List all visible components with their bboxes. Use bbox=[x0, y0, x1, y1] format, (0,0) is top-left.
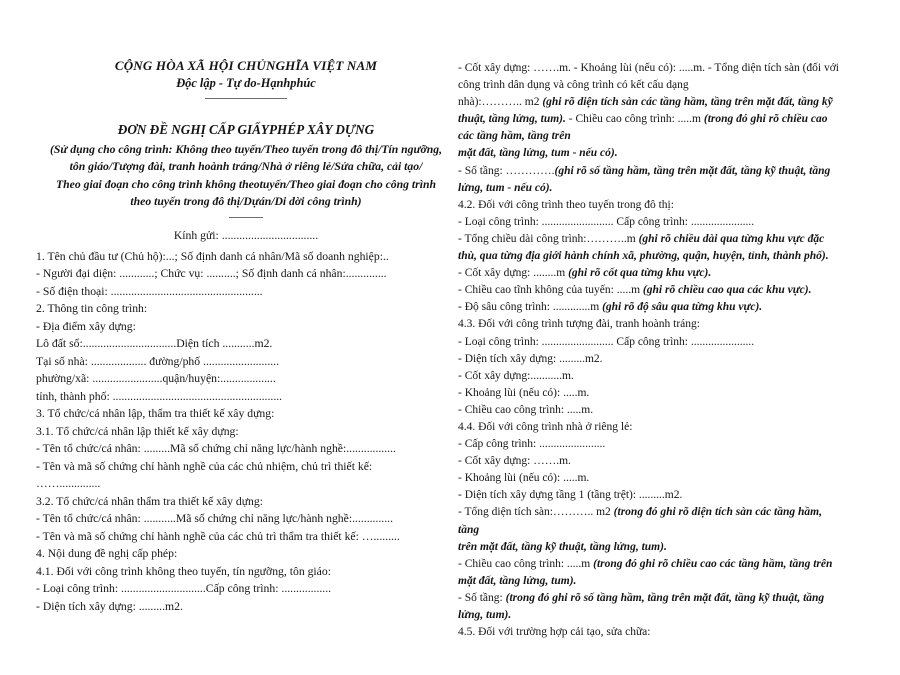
form-line-segment: (ghi rõ cốt qua từng khu vực). bbox=[568, 267, 712, 280]
form-line bbox=[458, 453, 892, 470]
form-line bbox=[36, 510, 456, 528]
form-line bbox=[458, 197, 892, 214]
form-line-segment: thù, qua từng địa giới hành chính xã, phường, quận, huyện, tỉnh, thành phố). bbox=[458, 250, 829, 263]
form-line-segment: 3.2. Tổ chức/cá nhân thẩm tra thiết kế xây dựng: bbox=[36, 494, 263, 508]
form-line bbox=[36, 318, 456, 336]
subtitle-line bbox=[36, 176, 456, 193]
form-line bbox=[36, 528, 456, 546]
subtitle-line bbox=[36, 193, 456, 210]
form-line bbox=[458, 556, 892, 573]
form-line-segment: - Chiều cao tĩnh không của tuyến: .....m bbox=[458, 284, 643, 297]
form-line bbox=[458, 436, 892, 453]
form-line-segment: - Loại công trình: .............................Cấp công trình: ................. bbox=[36, 582, 332, 596]
form-line bbox=[36, 300, 456, 318]
form-line-segment: - Tổng diện tích sàn:……….. m2 bbox=[458, 506, 614, 519]
form-line bbox=[36, 598, 456, 616]
form-line-segment: - Độ sâu công trình: .............m bbox=[458, 301, 603, 314]
form-line-segment: Tại số nhà: ................... đường/phố .......................... bbox=[36, 354, 280, 368]
form-line-segment: 3. Tổ chức/cá nhân lập, thẩm tra thiết kế xây dựng: bbox=[36, 407, 275, 421]
form-line bbox=[36, 388, 456, 406]
form-line-segment: các tầng hầm, tầng trên bbox=[458, 130, 571, 143]
form-line-segment: tỉnh, thành phố: .......................................................... bbox=[36, 389, 283, 403]
form-line-segment: Theo giai đoạn cho công trình không theotuyến/Theo giai đoạn cho công trình bbox=[56, 177, 436, 191]
form-line bbox=[458, 231, 892, 248]
form-line-segment: - Cốt xây dựng: …….m. - Khoảng lùi (nếu có): .....m. - Tổng diện tích sàn (đối với bbox=[458, 62, 840, 74]
form-line-segment: phường/xã: ........................quận/huyện:................... bbox=[36, 372, 276, 386]
form-line-segment: - Cốt xây dựng:...........m. bbox=[458, 369, 574, 382]
form-subtitle bbox=[36, 141, 456, 211]
form-line-segment: tôn giáo/Tượng đài, tranh hoành tráng/Nhà ở riêng lẻ/Sửa chữa, cải tạo/ bbox=[69, 160, 423, 174]
form-line bbox=[36, 458, 456, 476]
form-line-segment: (ghi rõ độ sâu qua từng khu vực). bbox=[602, 301, 763, 314]
form-line-segment: (Sử dụng cho công trình: Không theo tuyến/Theo tuyến trong đô thị/Tín ngưỡng, bbox=[49, 143, 443, 156]
form-line-segment: - Cấp công trình: ....................... bbox=[458, 438, 606, 451]
form-line-segment: (trong đó ghi rõ chiều cao các tầng hầm, tầng trên bbox=[593, 557, 833, 570]
form-line bbox=[458, 94, 892, 111]
form-line bbox=[458, 248, 892, 265]
form-line-segment: (ghi rõ số tầng hầm, tầng trên mặt đất, tầng kỹ thuật, tầng bbox=[554, 164, 831, 177]
form-line-segment: - Tên tổ chức/cá nhân: .........Mã số chứng chỉ năng lực/hành nghề:................. bbox=[36, 442, 396, 456]
form-line-segment: 1. Tên chủ đầu tư (Chủ hộ):...; Số định danh cá nhân/Mã số doanh nghiệp:.. bbox=[36, 249, 389, 263]
form-line bbox=[458, 316, 892, 333]
subtitle-line bbox=[36, 158, 456, 175]
form-line-segment: mặt đất, tầng lửng, tum). bbox=[458, 574, 577, 587]
form-line bbox=[458, 402, 892, 419]
form-line-segment: - Loại công trình: ......................... Cấp công trình: ...................... bbox=[458, 215, 755, 228]
form-line bbox=[458, 334, 892, 351]
form-line-segment: - Tên và mã số chứng chỉ hành nghề của các chủ trì thẩm tra thiết kế: …......... bbox=[36, 529, 400, 543]
salutation-line: Kính gửi: ................................. bbox=[173, 228, 319, 242]
form-line-segment: (ghi rõ chiều dài qua từng khu vực đặc bbox=[638, 232, 825, 245]
form-line-segment: tầng bbox=[458, 523, 480, 536]
form-line bbox=[458, 590, 892, 607]
form-line bbox=[458, 265, 892, 282]
form-line bbox=[458, 180, 892, 197]
form-line-segment: 3.1. Tổ chức/cá nhân lập thiết kế xây dựng: bbox=[36, 424, 239, 438]
form-line-segment: (ghi rõ chiều cao qua các khu vực). bbox=[642, 284, 812, 297]
form-line bbox=[458, 77, 892, 94]
form-line-segment: 4.3. Đối với công trình tượng đài, tranh hoành tráng: bbox=[458, 318, 700, 331]
subtitle-line bbox=[36, 141, 456, 158]
form-line-segment: …….............. bbox=[36, 477, 101, 491]
left-column bbox=[36, 58, 456, 615]
form-line bbox=[458, 573, 892, 590]
form-line bbox=[458, 607, 892, 624]
form-line bbox=[458, 163, 892, 180]
form-line-segment: - Chiều cao công trình: .....m bbox=[565, 113, 704, 126]
form-line bbox=[458, 299, 892, 316]
form-line-segment: công trình dân dụng và công trình có kết cấu dạng bbox=[458, 79, 689, 92]
form-line bbox=[458, 214, 892, 231]
form-line bbox=[458, 470, 892, 487]
form-line-segment: - Tên tổ chức/cá nhân: ...........Mã số chứng chỉ năng lực/hành nghề:.............. bbox=[36, 512, 393, 526]
form-line-segment: - Cốt xây dựng: ........m bbox=[458, 267, 569, 280]
form-line-segment: - Diện tích xây dựng: .........m2. bbox=[36, 599, 183, 613]
form-line-segment: nhà):……….. m2 bbox=[458, 96, 543, 109]
form-line bbox=[458, 145, 892, 162]
form-line-segment: 4.4. Đối với công trình nhà ở riêng lẻ: bbox=[458, 420, 633, 433]
form-line bbox=[36, 493, 456, 511]
form-line bbox=[458, 522, 892, 539]
form-line-segment: (trong đó ghi rõ số tầng hầm, tầng trên mặt đất, tầng kỹ thuật, tầng bbox=[505, 591, 825, 604]
form-line bbox=[458, 624, 892, 641]
form-line bbox=[458, 128, 892, 145]
form-line bbox=[36, 283, 456, 301]
form-line-segment: - Số tầng: bbox=[458, 591, 506, 604]
form-line bbox=[458, 487, 892, 504]
form-line-segment: - Chiều cao công trình: .....m bbox=[458, 557, 594, 570]
form-line-segment: - Loại công trình: ......................... Cấp công trình: ...................... bbox=[458, 335, 755, 348]
form-line bbox=[458, 111, 892, 128]
form-line bbox=[458, 419, 892, 436]
form-line-segment: 4.5. Đối với trường hợp cải tạo, sửa chữa: bbox=[458, 626, 651, 639]
form-line-segment: - Chiều cao công trình: .....m. bbox=[458, 403, 594, 416]
form-line-segment: - Cốt xây dựng: …….m. bbox=[458, 455, 571, 468]
header-divider bbox=[205, 98, 287, 99]
form-line-segment: - Khoảng lùi (nếu có): .....m. bbox=[458, 386, 590, 399]
form-line bbox=[458, 385, 892, 402]
form-line-segment: - Tên và mã số chứng chỉ hành nghề của các chủ nhiệm, chủ trì thiết kế: bbox=[36, 459, 373, 473]
form-line-segment: (ghi rõ diện tích sàn các tầng hầm, tầng trên mặt đất, tầng kỹ bbox=[542, 96, 833, 109]
form-line bbox=[458, 504, 892, 521]
form-line bbox=[458, 368, 892, 385]
form-line-segment: - Địa điểm xây dựng: bbox=[36, 319, 136, 333]
title-divider bbox=[229, 217, 263, 218]
form-line bbox=[458, 60, 892, 77]
form-line bbox=[458, 539, 892, 556]
form-line-segment: - Khoảng lùi (nếu có): .....m. bbox=[458, 472, 590, 485]
form-line-segment: Lô đất số:................................Diện tích ...........m2. bbox=[36, 337, 273, 351]
form-line bbox=[36, 580, 456, 598]
form-line-segment: 4. Nội dung đề nghị cấp phép: bbox=[36, 547, 178, 561]
form-line-segment: - Tổng chiều dài công trình:………..m bbox=[458, 232, 639, 245]
form-line bbox=[36, 265, 456, 283]
form-line-segment: trên mặt đất, tầng kỹ thuật, tầng lửng, tum). bbox=[458, 540, 667, 553]
left-column-lines bbox=[36, 248, 456, 616]
form-line-segment: lửng, tum). bbox=[458, 609, 512, 621]
form-title: ĐƠN ĐỀ NGHỊ CẤP GIẤYPHÉP XÂY DỰNG bbox=[117, 122, 375, 137]
form-line bbox=[36, 353, 456, 371]
form-line-segment: - Số điện thoại: .................................................... bbox=[36, 284, 263, 298]
form-line-segment: 2. Thông tin công trình: bbox=[36, 302, 148, 316]
form-line bbox=[36, 545, 456, 563]
form-line bbox=[36, 563, 456, 581]
national-motto: Độc lập - Tự do-Hạnhphúc bbox=[176, 76, 316, 90]
national-title: CỘNG HÒA XÃ HỘI CHỦNGHĨA VIỆT NAM bbox=[114, 58, 378, 73]
form-line bbox=[36, 440, 456, 458]
form-line-segment: (trong đó ghi rõ chiều cao bbox=[703, 113, 828, 126]
form-line bbox=[36, 475, 456, 493]
form-line-segment: - Người đại diện: ............; Chức vụ: ..........; Số định danh cá nhân:.............. bbox=[36, 267, 387, 281]
form-line bbox=[458, 351, 892, 368]
form-line bbox=[36, 248, 456, 266]
form-line-segment: theo tuyến trong đô thị/Dựán/Di dời công trình) bbox=[130, 195, 362, 209]
form-line bbox=[458, 282, 892, 299]
form-line bbox=[36, 370, 456, 388]
form-line-segment: mặt đất, tầng lửng, tum - nếu có). bbox=[458, 147, 618, 160]
form-line-segment: (trong đó ghi rõ diện tích sàn các tầng hầm, bbox=[613, 506, 822, 519]
form-line-segment: lửng, tum - nếu có). bbox=[458, 181, 553, 194]
form-line-segment: - Diện tích xây dựng tầng 1 (tầng trệt): .........m2. bbox=[458, 489, 683, 502]
form-line-segment: - Diện tích xây dựng: .........m2. bbox=[458, 352, 603, 365]
form-line bbox=[36, 335, 456, 353]
form-line-segment: - Số tầng: …………. bbox=[458, 164, 555, 177]
form-line-segment: thuật, tầng lửng, tum). bbox=[458, 113, 566, 126]
form-line-segment: 4.2. Đối với công trình theo tuyến trong đô thị: bbox=[458, 198, 674, 211]
right-column-lines bbox=[458, 60, 892, 641]
form-line-segment: 4.1. Đối với công trình không theo tuyến, tín ngưỡng, tôn giáo: bbox=[36, 564, 331, 578]
form-line bbox=[36, 423, 456, 441]
form-line bbox=[36, 405, 456, 423]
right-column bbox=[458, 60, 892, 641]
